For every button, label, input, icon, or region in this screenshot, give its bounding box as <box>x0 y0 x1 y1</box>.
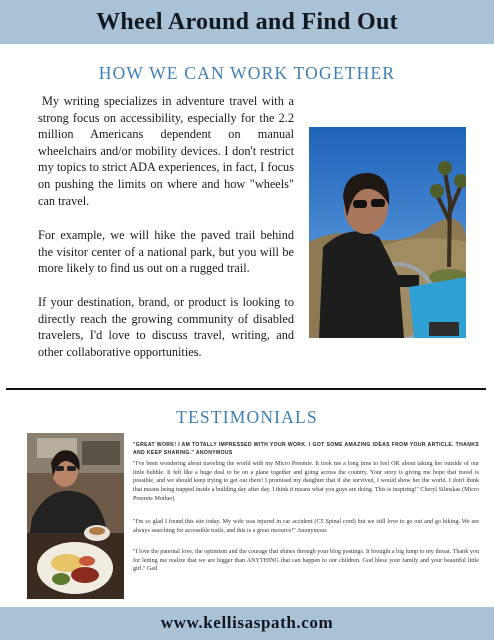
website-url[interactable]: www.kellisaspath.com <box>160 613 334 632</box>
header-band <box>0 0 494 44</box>
testimonials-heading: TESTIMONIALS <box>176 407 318 427</box>
work-together-heading: HOW WE CAN WORK TOGETHER <box>98 63 396 83</box>
section-divider <box>6 388 486 390</box>
restaurant-photo <box>27 433 124 599</box>
testimonial-quote-1: "GREAT WORK! I AM TOTALLY IMPRESSED WITH YOUR WORK. I GOT SOME AMAZING IDEAS FROM YOUR ARTICLE. THANKS AND KEEP SHARING." ANONYMOUS <box>133 442 479 456</box>
work-paragraph-2: For example, we will hike the paved trail behind the visitor center of a national park, but you will be more likely to find us out on a rugged trail. <box>38 228 294 276</box>
testimonial-quote-4: "I love the paternal love, the optimism and the courage that shines through your blog postings. It brought a big lump to my throat. Thank you for letting me realize that we are bigger than ANYTHING that can happen to our children. God bless your family and your beautiful little girl." Gail <box>133 549 479 573</box>
testimonial-quote-2: "I've been wondering about traveling the world with my Micro Preemie. It took me a long time to feel OK about taking her outside of our little bubble. It felt like a huge deal to be on a plane together and going across the country. Your story is giving me hope that travel is possible, and we should keep trying to get out there! I promised my daughter that if she survived, I would show her the world. I don't think that means being trapped inside a building day after day. I think it means what you guys are doing. This is inspiring!" Cheryl Silinskas (Micro Preemie Mother) <box>133 461 479 502</box>
work-paragraph-1: My writing specializes in adventure travel with a strong focus on accessibility, especially for the 2.2 million Americans dependent on manual wheelchairs and/or mobility devices. I don't restrict my topics to strict ADA experiences, in fact, I focus on pushing the limits on where and how "wheels" can travel. <box>38 94 294 208</box>
page-title: Wheel Around and Find Out <box>96 9 398 35</box>
desert-wheelchair-photo <box>309 127 466 338</box>
footer-band <box>0 607 494 640</box>
work-paragraph-3: If your destination, brand, or product is looking to directly reach the growing community of disabled travelers, I'd love to discuss travel, writing, and other collaborative opportunities. <box>38 295 294 359</box>
testimonial-quote-3: "I'm so glad I found this site today. My wife was injured in car accident (C5 Spinal cord) but we still love to go out and go hiking. We are always searching for accessible trails, and this is a great resource!" Anonymous <box>133 519 479 534</box>
